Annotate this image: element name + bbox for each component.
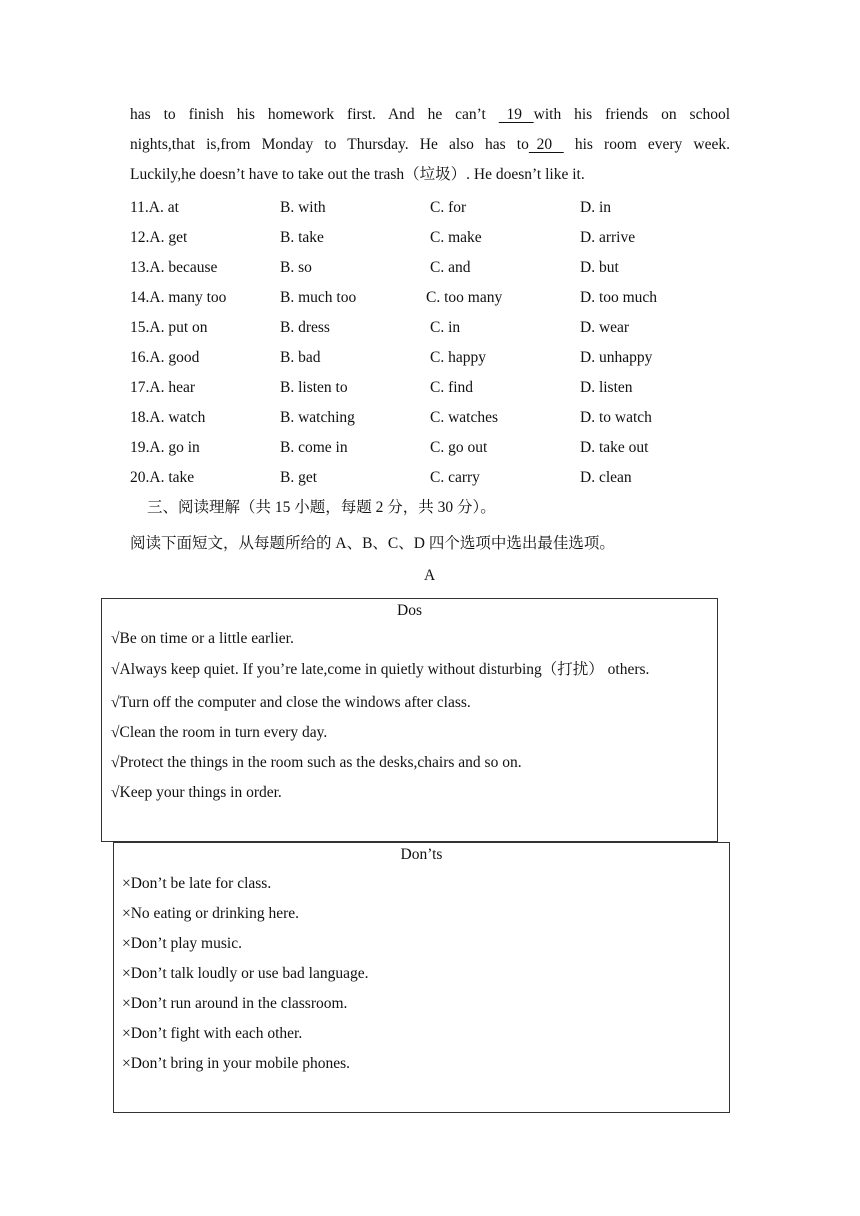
option-d: D. take out	[580, 439, 649, 456]
donts-item: ×Don’t play music.	[122, 935, 242, 952]
option-b: B. dress	[280, 319, 330, 336]
donts-box	[113, 842, 730, 1113]
option-c: C. and	[430, 259, 471, 276]
option-c: C. find	[430, 379, 474, 396]
dos-item: √Be on time or a little earlier.	[111, 630, 294, 647]
donts-item: ×Don’t bring in your mobile phones.	[122, 1055, 351, 1072]
option-row	[130, 403, 750, 433]
option-c: C. make	[430, 229, 482, 246]
option-b: B. much too	[280, 289, 357, 306]
dos-item: √Protect the things in the room such as the desks,chairs and so on.	[111, 754, 522, 771]
passage-text: nights,that is,from Monday to Thursday. He also has to	[130, 136, 529, 153]
donts-title: Don’ts	[400, 846, 443, 863]
option-b: B. bad	[280, 349, 321, 366]
option-row	[130, 283, 750, 313]
option-a: 16.A. good	[130, 349, 200, 366]
dos-item: √Turn off the computer and close the windows after class.	[111, 694, 471, 711]
option-b: B. watching	[280, 409, 355, 426]
option-c: C. happy	[430, 349, 486, 366]
blank-20: 20	[528, 136, 564, 153]
section-title: 三、阅读理解（共 15 小题，每题 2 分，共 30 分）。	[147, 499, 496, 516]
option-row	[130, 433, 750, 463]
dos-title: Dos	[397, 602, 422, 619]
option-c: C. go out	[430, 439, 488, 456]
dos-box	[101, 598, 718, 842]
option-d: D. wear	[580, 319, 630, 336]
option-b: B. listen to	[280, 379, 348, 396]
passage-text: his room every week.	[563, 136, 730, 153]
option-d: D. clean	[580, 469, 632, 486]
part-label: A	[424, 567, 436, 584]
passage-text: with his friends on school	[533, 106, 731, 123]
dos-item: √Keep your things in order.	[111, 784, 282, 801]
option-a: 19.A. go in	[130, 439, 200, 456]
donts-item: ×Don’t talk loudly or use bad language.	[122, 965, 369, 982]
passage-line-2	[130, 130, 730, 160]
blank-19: 19	[498, 106, 534, 123]
dos-item: √Always keep quiet. If you’re late,come in quietly without disturbing（打扰） others.	[111, 661, 650, 678]
option-d: D. arrive	[580, 229, 636, 246]
donts-item: ×No eating or drinking here.	[122, 905, 300, 922]
option-d: D. to watch	[580, 409, 652, 426]
option-row	[130, 253, 750, 283]
option-c: C. in	[430, 319, 461, 336]
section-instruction: 阅读下面短文，从每题所给的 A、B、C、D 四个选项中选出最佳选项。	[130, 535, 615, 552]
option-row	[130, 343, 750, 373]
option-a: 18.A. watch	[130, 409, 206, 426]
option-a: 14.A. many too	[130, 289, 227, 306]
option-d: D. unhappy	[580, 349, 653, 366]
passage-line-1	[130, 100, 730, 130]
option-d: D. in	[580, 199, 611, 216]
donts-item: ×Don’t fight with each other.	[122, 1025, 303, 1042]
option-a: 20.A. take	[130, 469, 195, 486]
option-c: C. carry	[430, 469, 480, 486]
option-b: B. come in	[280, 439, 348, 456]
passage-text: has to finish his homework first. And he can’t	[130, 106, 499, 123]
option-b: B. so	[280, 259, 312, 276]
dos-item: √Clean the room in turn every day.	[111, 724, 328, 741]
option-row	[130, 313, 750, 343]
option-a: 11.A. at	[130, 199, 179, 216]
option-row	[130, 223, 750, 253]
option-c: C. for	[430, 199, 467, 216]
option-c: C. watches	[430, 409, 499, 426]
option-b: B. get	[280, 469, 318, 486]
option-d: D. but	[580, 259, 619, 276]
option-b: B. take	[280, 229, 324, 246]
option-row	[130, 463, 750, 493]
option-a: 12.A. get	[130, 229, 188, 246]
option-c: C. too many	[426, 289, 503, 306]
option-a: 15.A. put on	[130, 319, 208, 336]
passage-line-3: Luckily,he doesn’t have to take out the trash（垃圾）. He doesn’t like it.	[130, 166, 585, 183]
option-row	[130, 193, 750, 223]
option-d: D. too much	[580, 289, 658, 306]
option-b: B. with	[280, 199, 326, 216]
option-a: 17.A. hear	[130, 379, 195, 396]
option-a: 13.A. because	[130, 259, 218, 276]
option-d: D. listen	[580, 379, 633, 396]
option-row	[130, 373, 750, 403]
donts-item: ×Don’t be late for class.	[122, 875, 272, 892]
donts-item: ×Don’t run around in the classroom.	[122, 995, 348, 1012]
